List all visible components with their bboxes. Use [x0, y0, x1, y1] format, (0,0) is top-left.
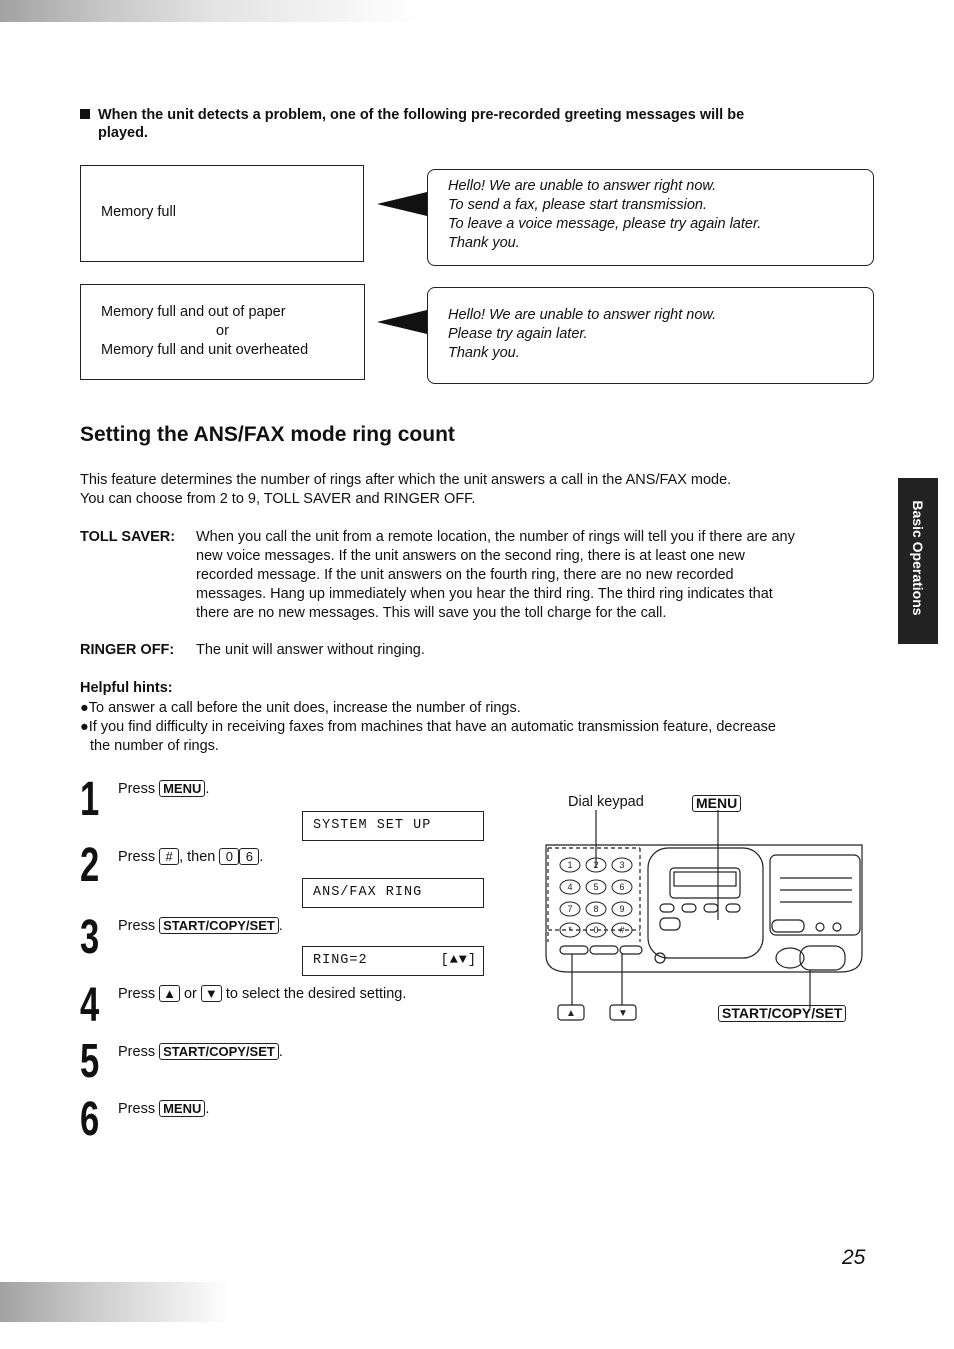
condition-box-1: Memory full — [80, 165, 364, 262]
keypad-key-label: 0 — [593, 925, 599, 935]
arrow-icon — [377, 310, 427, 334]
message-box-1: Hello! We are unable to answer right now. To send a fax, please start transmission. To leave a voice message, please try again later. Thank you. — [427, 169, 874, 266]
toll-saver-term: TOLL SAVER: — [80, 529, 176, 545]
bullet-square-icon — [80, 109, 90, 119]
message-box-2: Hello! We are unable to answer right now. Please try again later. Thank you. — [427, 287, 874, 384]
start-copy-set-label: START/COPY/SET — [718, 1005, 846, 1022]
dial-keypad-label: Dial keypad — [568, 794, 644, 810]
menu-key: MENU — [159, 1100, 205, 1117]
start-copy-set-key: START/COPY/SET — [159, 1043, 279, 1060]
step-6-text: Press MENU . — [118, 1101, 210, 1117]
step-number: 1 — [80, 773, 100, 826]
keypad-key-label: 6 — [619, 882, 625, 892]
step-1-text: Press MENU . — [118, 781, 210, 797]
intro-text: When the unit detects a problem, one of the following pre-recorded greeting messages will be played. — [80, 106, 840, 142]
keypad-key-label: 4 — [567, 882, 573, 892]
zero-key: 0 — [219, 848, 239, 865]
page-number: 25 — [842, 1246, 866, 1269]
up-arrow-icon: ▲ — [566, 1008, 576, 1019]
keypad-key-label: 5 — [593, 882, 599, 892]
step-4-text: Press ▲ or ▼ to select the desired setting. — [118, 986, 407, 1002]
keypad-key-label: 7 — [567, 904, 573, 914]
step-number: 6 — [80, 1093, 100, 1146]
keypad-key-label: 9 — [619, 904, 625, 914]
keypad-key-label: * — [568, 925, 572, 935]
menu-key: MENU — [159, 780, 205, 797]
keypad-key-label: 3 — [619, 860, 625, 870]
scan-artifact-bottom — [0, 1282, 230, 1322]
hints-list: ●To answer a call before the unit does, increase the number of rings. ●If you find difficulty in receiving faxes from machines that have an automatic transmission feature, decrease the number of rings. — [80, 700, 776, 754]
step-number: 3 — [80, 911, 100, 964]
step-3-text: Press START/COPY/SET . — [118, 918, 283, 934]
down-arrow-key: ▼ — [201, 985, 222, 1002]
section-title: Setting the ANS/FAX mode ring count — [80, 423, 455, 446]
toll-saver-text: When you call the unit from a remote location, the number of rings will tell you if there are any new voice messages. If the unit answers on the second ring, there is at least one new recorded message. If the unit answers on the fourth ring, there are no new recorded messages. Hang up immediately when you hear the third ring. The third ring indicates that there are no new messages. This will save you the toll charge for the call. — [196, 529, 795, 621]
ringer-off-term: RINGER OFF: — [80, 642, 175, 658]
step-2-text: Press # , then 0 6 . — [118, 849, 264, 865]
hash-key: # — [159, 848, 179, 865]
menu-key-label: MENU — [692, 795, 741, 812]
start-copy-set-key: START/COPY/SET — [159, 917, 279, 934]
step-5-text: Press START/COPY/SET . — [118, 1044, 283, 1060]
description: This feature determines the number of rings after which the unit answers a call in the ANS/FAX mode. You can choose from 2 to 9, TOLL SAVER and RINGER OFF. — [80, 472, 732, 507]
keypad-key-label: 8 — [593, 904, 599, 914]
section-side-tab: Basic Operations — [898, 478, 938, 644]
scan-artifact-top — [0, 0, 420, 22]
ringer-off-text: The unit will answer without ringing. — [196, 642, 425, 658]
six-key: 6 — [239, 848, 259, 865]
keypad-key-label: 2 — [593, 860, 599, 870]
condition-box-2: Memory full and out of paper or Memory full and unit overheated — [80, 284, 365, 380]
up-arrow-key: ▲ — [159, 985, 180, 1002]
lcd-display: RING=2 [▲▼] — [302, 946, 484, 976]
keypad-key-label: # — [619, 925, 625, 935]
hints-title: Helpful hints: — [80, 680, 173, 696]
down-arrow-icon: ▼ — [618, 1008, 628, 1019]
step-number: 2 — [80, 839, 100, 892]
step-number: 4 — [80, 979, 100, 1032]
step-number: 5 — [80, 1035, 100, 1088]
lcd-display: ANS/FAX RING — [302, 878, 484, 908]
lcd-display: SYSTEM SET UP — [302, 811, 484, 841]
keypad-key-label: 1 — [567, 860, 573, 870]
arrow-icon — [377, 192, 427, 216]
